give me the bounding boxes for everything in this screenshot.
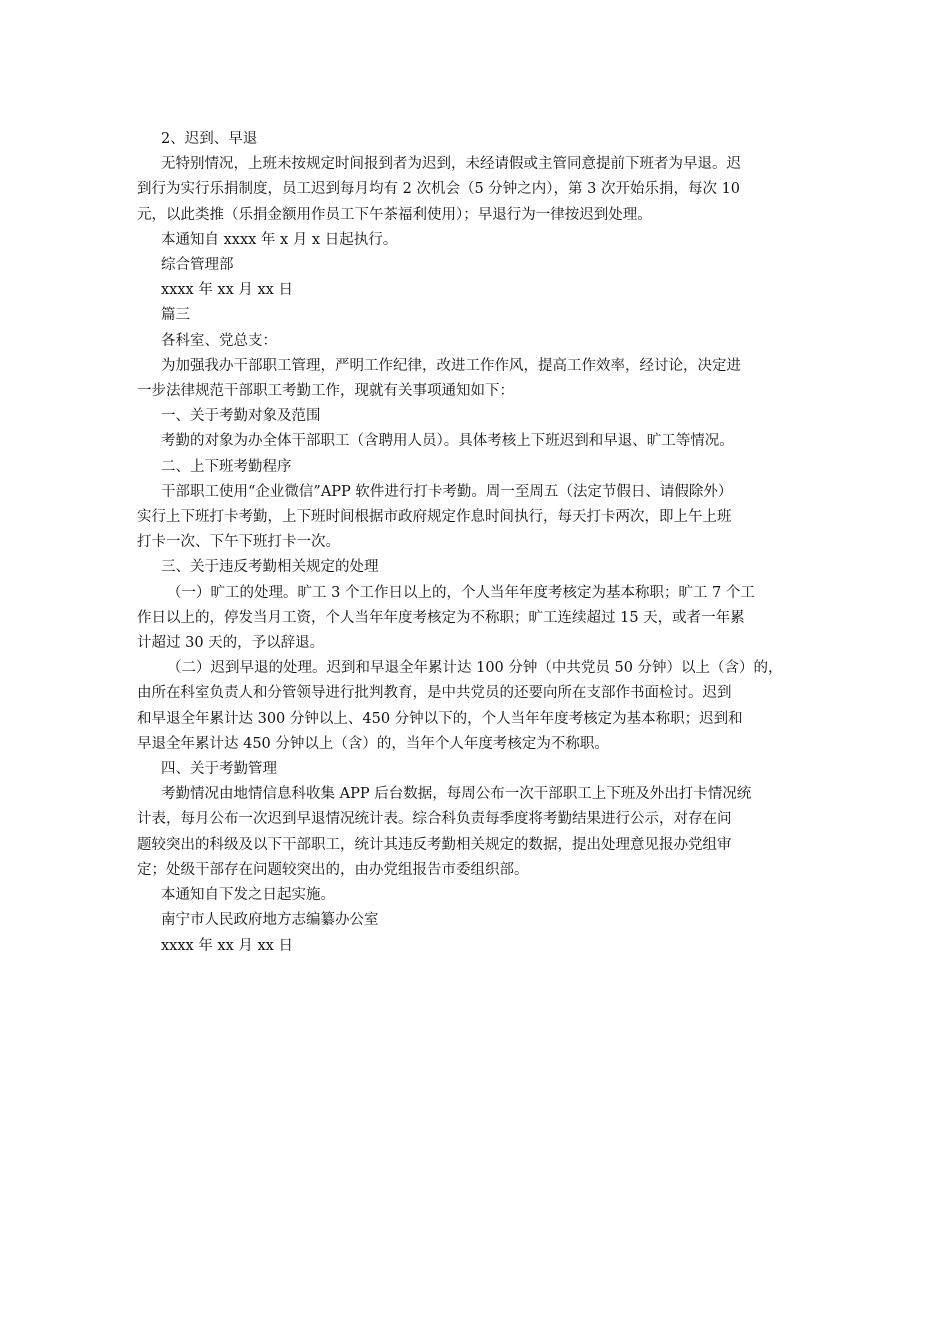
text-line: xxxx 年 xx 月 xx 日	[161, 937, 293, 954]
paragraph-p-dept	[137, 253, 817, 278]
text-line: 一、关于考勤对象及范围	[161, 408, 321, 425]
text-line: 2、迟到、早退	[161, 131, 258, 147]
text-line: 为加强我办干部职工管理，严明工作纪律，改进工作作风，提高工作效率，经讨论，决定进	[161, 357, 741, 374]
text-line: 南宁市人民政府地方志编纂办公室	[161, 912, 379, 929]
paragraph-p-3a	[137, 581, 817, 657]
text-line: xxxx 年 xx 月 xx 日	[161, 282, 293, 299]
paragraph-h-3	[137, 555, 817, 580]
text-line: 各科室、党总支：	[161, 332, 277, 349]
text-line: 实行上下班打卡考勤，上下班时间根据市政府规定作息时间执行，每天打卡两次，即上午上班	[137, 509, 732, 526]
text-line: 作日以上的，停发当月工资，个人当年年度考核定为不称职；旷工连续超过 15 天，或者一年累	[137, 609, 745, 626]
text-line: 本通知自下发之日起实施。	[161, 887, 335, 904]
text-line: （一）旷工的处理。旷工 3 个工作日以上的，个人当年年度考核定为基本称职；旷工 7 个工	[167, 584, 755, 601]
text-line: 计超过 30 天的，予以辞退。	[137, 635, 325, 652]
paragraph-p-3b	[137, 656, 817, 757]
text-line: 考勤情况由地情信息科收集 APP 后台数据，每周公布一次干部职工上下班及外出打卡情况统	[161, 786, 752, 803]
paragraph-p-2	[137, 480, 817, 556]
text-line: 二、上下班考勤程序	[161, 458, 292, 475]
text-line: 题较突出的科级及以下干部职工，统计其违反考勤相关规定的数据，提出处理意见报办党组审	[137, 836, 732, 853]
text-line: 计表，每月公布一次迟到早退情况统计表。综合科负责每季度将考勤结果进行公示，对存在问	[137, 811, 732, 828]
paragraph-h-2	[137, 455, 817, 480]
document-page	[137, 127, 817, 959]
text-line: 打卡一次、下午下班打卡一次。	[137, 534, 340, 551]
paragraph-p-1	[137, 429, 817, 454]
text-line: （二）迟到早退的处理。迟到和早退全年累计达 100 分钟（中共党员 50 分钟）以上（含）的，	[167, 660, 783, 677]
paragraph-p-part3	[137, 303, 817, 328]
text-line: 无特别情况，上班未按规定时间报到者为迟到，未经请假或主管同意提前下班者为早退。迟	[161, 156, 741, 173]
text-line: 三、关于违反考勤相关规定的处理	[161, 559, 379, 576]
text-line: 元，以此类推（乐捐金额用作员工下午茶福利使用）；早退行为一律按迟到处理。	[137, 206, 652, 223]
text-line: 到行为实行乐捐制度，员工迟到每月均有 2 次机会（5 分钟之内），第 3 次开始乐捐，每次 10	[137, 181, 741, 198]
text-line: 定；处级干部存在问题较突出的，由办党组报告市委组织部。	[137, 861, 529, 878]
paragraph-p-date2	[137, 934, 817, 959]
text-line: 和早退全年累计达 300 分钟以上、450 分钟以下的，个人当年年度考核定为基本称职；迟到和	[137, 710, 743, 727]
text-line: 早退全年累计达 450 分钟以上（含）的，当年个人年度考核定为不称职。	[137, 735, 609, 752]
paragraph-p-org	[137, 908, 817, 933]
paragraph-h-late	[137, 127, 817, 152]
text-line: 综合管理部	[161, 257, 234, 274]
text-line: 干部职工使用“企业微信”APP 软件进行打卡考勤。周一至周五（法定节假日、请假除外）	[161, 483, 733, 500]
text-line: 四、关于考勤管理	[161, 761, 277, 778]
paragraph-p-date1	[137, 278, 817, 303]
paragraph-h-4	[137, 757, 817, 782]
text-line: 本通知自 xxxx 年 x 月 x 日起执行。	[161, 231, 398, 248]
text-line: 考勤的对象为办全体干部职工（含聘用人员）。具体考核上下班迟到和早退、旷工等情况。	[161, 433, 734, 450]
text-line: 一步法律规范干部职工考勤工作，现就有关事项通知如下：	[137, 383, 514, 400]
paragraph-p-salutation	[137, 329, 817, 354]
text-line: 篇三	[161, 307, 190, 324]
text-line: 由所在科室负责人和分管领导进行批判教育，是中共党员的还要向所在支部作书面检讨。迟到	[137, 685, 732, 702]
paragraph-p-intro	[137, 354, 817, 404]
paragraph-p-implement	[137, 883, 817, 908]
paragraph-p-4	[137, 782, 817, 883]
paragraph-p-effective	[137, 228, 817, 253]
paragraph-p-late	[137, 152, 817, 228]
paragraph-h-1	[137, 404, 817, 429]
